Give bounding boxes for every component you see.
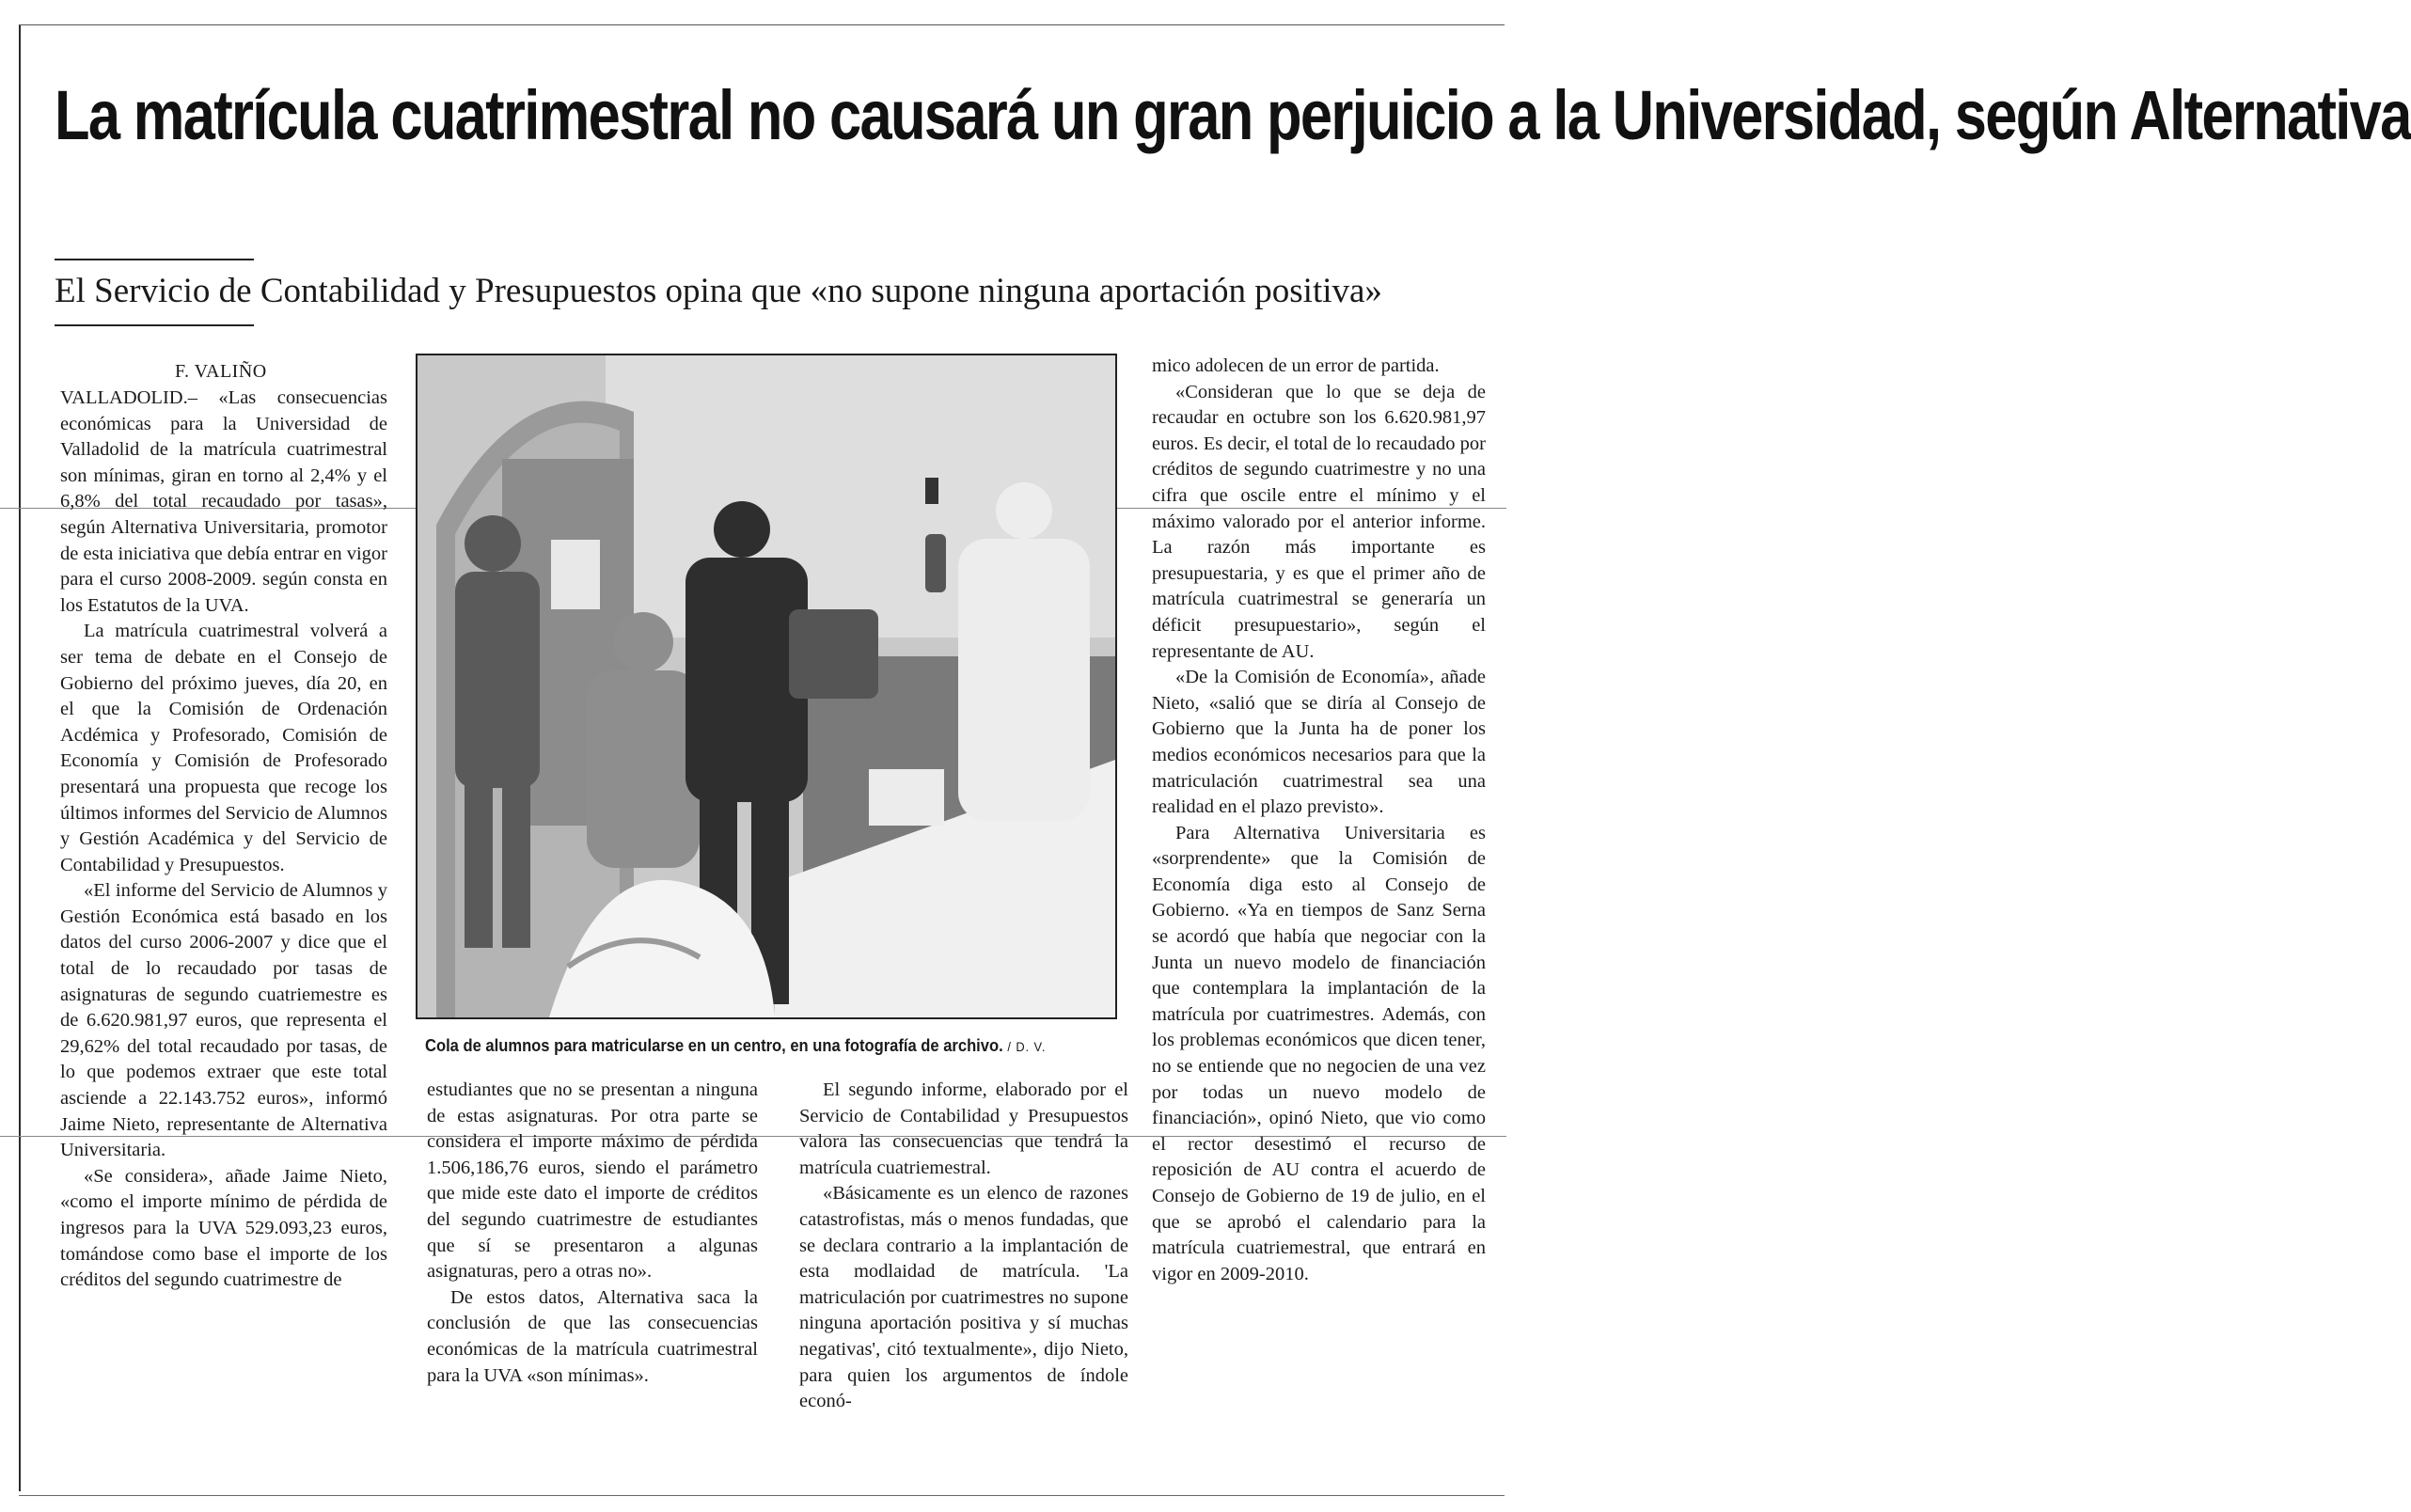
page-border-top xyxy=(19,24,1505,25)
body-paragraph: «Básicamente es un elenco de razones catastrofistas, más o menos fundadas, que se declara contrario a la implantación de esta modlaidad de matrícula. 'La matriculación por cuatrimestres no supone ninguna aportación positiva y sí muchas negativas', citó textualmente», dijo Nieto, para quien los argumentos de índole econó- xyxy=(799,1183,1128,1412)
caption-text: Cola de alumnos para matricularse en un centro, en una fotografía de archivo. xyxy=(425,1036,1003,1055)
body-paragraph: La matrícula cuatrimestral volverá a ser tema de debate en el Consejo de Gobierno del próximo jueves, día 20, en el que la Comisión de Ordenación Acdémica y Profesorado, Comisión de Economía y Comisión de Profesorado presentará una propuesta que recoge los últimos informes del Servicio de Alumnos y Gestión Académica y del Servicio de Contabilidad y Presupuestos. xyxy=(60,621,387,875)
body-paragraph: El segundo informe, elaborado por el Servicio de Contabilidad y Presupuestos valora las consecuencias que tendrá la matrícula cuatriemestral. xyxy=(799,1079,1128,1178)
body-paragraph: «De la Comisión de Economía», añade Nieto, «salió que se diría al Consejo de Gobierno que la Junta ha de poner los medios económicos necesarios para que la matriculación cuatrimestral sea una realidad en el plazo previsto». xyxy=(1152,667,1486,818)
body-paragraph: «El informe del Servicio de Alumnos y Gestión Económica está basado en los datos del curso 2006-2007 y dice que el total de lo recaudado por tasas de asignaturas de segundo cuatriemestre es de 6.620.981,97 euros, que representa el 29,62% del total recaudado por tasas, de lo que podemos extraer que este total asciende a 22.143.752 euros», informó Jaime Nieto, representante de Alternativa Universitaria. xyxy=(60,880,387,1161)
body-paragraph: De estos datos, Alternativa saca la conclusión de que las consecuencias económicas de la matrícula cuatrimestral para la UVA «son mínimas». xyxy=(427,1286,758,1386)
body-paragraph: estudiantes que no se presentan a ninguna de estas asignaturas. Por otra parte se considera el importe máximo de pérdida 1.506,186,76 euros, siendo el parámetro que mide este dato el importe de créditos del segundo cuatrimestre de estudiantes que sí se presentaron a algunas asignaturas, pero a otras no». xyxy=(427,1079,758,1283)
byline: F. VALIÑO xyxy=(175,361,267,382)
photo-credit: / D. V. xyxy=(1007,1039,1047,1054)
photo-caption xyxy=(425,1036,1057,1056)
article-column-2 xyxy=(427,1078,758,1389)
page-border-left xyxy=(19,24,21,1491)
article-column-4 xyxy=(1152,354,1486,1287)
body-paragraph: «Se considera», añade Jaime Nieto, «como el importe mínimo de pérdida de ingresos para la UVA 529.093,23 euros, tomándose como base el importe de los créditos del segundo cuatrimestre de xyxy=(60,1165,387,1291)
page-border-bottom xyxy=(19,1495,1505,1496)
subhead-rule-bottom xyxy=(55,324,254,326)
body-paragraph: VALLADOLID.– «Las consecuencias económicas para la Universidad de Valladolid de la matrícula cuatrimestral son mínimas, giran en torno al 2,4% y el 6,8% del total recaudado por tasas», según Alternativa Universitaria, promotor de esta iniciativa que debía entrar en vigor para el curso 2008-2009. según consta en los Estatutos de la UVA. xyxy=(60,387,387,616)
body-paragraph: Para Alternativa Universitaria es «sorprendente» que la Comisión de Economía diga esto al Consejo de Gobierno. «Ya en tiempos de Sanz Serna se acordó que había que negociar con la Junta un nuevo modelo de financiación que contemplara la implantación de la matrícula por cuatrimestres. Además, con los problemas económicos que dicen tener, no se entiende que no negocien de una vez por todas un nuevo modelo de financiación», opinó Nieto, que vio como el rector desestimó el recurso de reposición de AU contra el acuerdo de Consejo de Gobierno de 19 de julio, en el que se aprobó el calendario para la matrícula cuatriemestral, que entrará en vigor en 2009-2010. xyxy=(1152,822,1486,1284)
headline: La matrícula cuatrimestral no causará un gran perjuicio a la Universidad, según Alternativa xyxy=(55,76,2411,154)
subheadline: El Servicio de Contabilidad y Presupuestos opina que «no supone ninguna aportación positiva» xyxy=(55,272,1382,310)
body-paragraph: mico adolecen de un error de partida. xyxy=(1152,355,1440,376)
body-paragraph: «Consideran que lo que se deja de recaudar en octubre son los 6.620.981,97 euros. Es decir, el total de lo recaudado por créditos de segundo cuatrimestre y no una cifra que oscile entre el mínimo y el máximo valorado por el anterior informe. La razón más importante es presupuestaria, y es que el primer año de matrícula cuatrimestral se generaría un déficit presupuestario», según el representante de AU. xyxy=(1152,381,1486,662)
subhead-rule-top xyxy=(55,259,254,260)
article-column-3 xyxy=(799,1078,1128,1415)
article-column-1 xyxy=(60,386,387,1294)
news-photo xyxy=(416,354,1117,1019)
